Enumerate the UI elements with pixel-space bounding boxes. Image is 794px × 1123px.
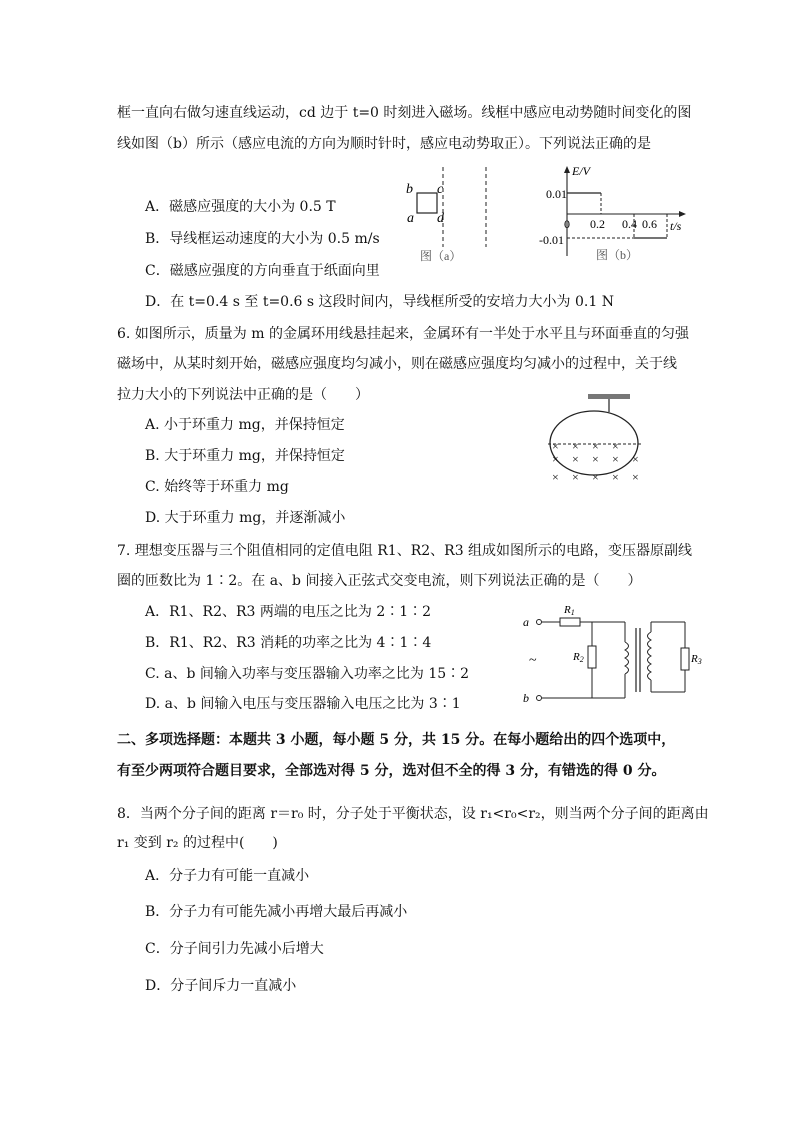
- field-cross: ×: [572, 452, 579, 466]
- field-cross: ×: [552, 452, 559, 466]
- q7-option-a: A．R1、R2、R3 两端的电压之比为 2∶1∶2: [145, 604, 432, 620]
- field-cross: ×: [632, 452, 639, 466]
- x-axis-arrow: [679, 211, 686, 217]
- resistor-r3: [681, 648, 689, 670]
- figure-b-caption: 图（b）: [596, 248, 639, 262]
- resistor-r2: [588, 646, 596, 668]
- frame-label-a: a: [407, 211, 414, 226]
- q5-option-b: B．导线框运动速度的大小为 0.5 m/s: [145, 231, 380, 247]
- y-tick-neg0.01: -0.01: [539, 233, 564, 247]
- q8-option-b: B．分子力有可能先减小再增大最后再减小: [145, 904, 408, 920]
- terminal-a: [537, 620, 542, 625]
- figure-a-caption: 图（a）: [420, 249, 462, 263]
- q7-stem-line-1: 7. 理想变压器与三个阻值相同的定值电阻 R1、R2、R3 组成如图所示的电路，变压器原副线: [117, 543, 693, 559]
- q6-option-b: B. 大于环重力 mg，并保持恒定: [145, 448, 345, 464]
- x-tick-0.4: 0.4: [622, 217, 637, 231]
- ceiling-support: [588, 394, 630, 399]
- field-cross: ×: [612, 452, 619, 466]
- field-cross: ×: [592, 439, 599, 453]
- q7-stem-line-2: 圈的匝数比为 1∶2。在 a、b 间接入正弦式交变电流，则下列说法正确的是（ ）: [117, 573, 642, 589]
- q6-figure-ring: [540, 388, 650, 488]
- terminal-a-label: a: [523, 615, 529, 629]
- secondary-coil: [648, 632, 652, 680]
- x-tick-0: 0: [564, 217, 570, 231]
- field-cross: ×: [632, 470, 639, 484]
- q5-option-a: A．磁感应强度的大小为 0.5 T: [145, 199, 336, 215]
- frame-label-d: d: [437, 211, 444, 226]
- x-tick-0.6: 0.6: [642, 217, 657, 231]
- q5-figure-b: [530, 162, 695, 267]
- terminal-b-label: b: [523, 691, 529, 705]
- q7-figure-circuit: [515, 598, 705, 710]
- field-cross: ×: [552, 470, 559, 484]
- q5-stem-line-1: 框一直向右做匀速直线运动，cd 边于 t=0 时刻进入磁场。线框中感应电动势随时间变化的图: [117, 105, 692, 121]
- q8-stem-line-2: r₁ 变到 r₂ 的过程中( ): [117, 835, 278, 851]
- field-cross: ×: [612, 439, 619, 453]
- q6-option-c: C. 始终等于环重力 mg: [145, 479, 289, 495]
- terminal-b: [537, 696, 542, 701]
- q7-option-b: B．R1、R2、R3 消耗的功率之比为 4∶1∶4: [145, 635, 432, 651]
- frame-label-b: b: [406, 182, 413, 197]
- q6-option-a: A. 小于环重力 mg，并保持恒定: [145, 417, 345, 433]
- y-tick-0.01: 0.01: [546, 187, 567, 201]
- q5-option-d: D．在 t=0.4 s 至 t=0.6 s 这段时间内，导线框所受的安培力大小为 0.1 N: [145, 294, 614, 310]
- primary-coil: [625, 642, 629, 674]
- x-tick-0.2: 0.2: [590, 217, 605, 231]
- x-axis-label: t/s: [670, 219, 682, 233]
- section-2-instructions-line-1: 二、多项选择题：本题共 3 小题，每小题 5 分，共 15 分。在每小题给出的四个选项中，: [117, 732, 676, 748]
- r3-label: R3: [691, 653, 702, 666]
- q6-option-d: D. 大于环重力 mg，并逐渐减小: [145, 510, 346, 526]
- magnetic-field-crosses: [552, 439, 639, 484]
- q6-stem-line-2: 磁场中，从某时刻开始，磁感应强度均匀减小，则在磁感应强度均匀减小的过程中，关于线: [117, 356, 677, 372]
- field-cross: ×: [612, 470, 619, 484]
- frame-label-c: c: [437, 182, 444, 197]
- field-cross: ×: [552, 439, 559, 453]
- q7-option-d: D. a、b 间输入电压与变压器输入电压之比为 3∶1: [145, 696, 461, 712]
- q8-stem-line-1: 8．当两个分子间的距离 r＝r₀ 时，分子处于平衡状态，设 r₁<r₀<r₂，则当两个分子间的距离由: [117, 806, 709, 822]
- section-2-instructions-line-2: 有至少两项符合题目要求，全部选对得 5 分，选对但不全的得 3 分，有错选的得 0 分。: [117, 763, 666, 779]
- r2-label: R2: [573, 651, 584, 664]
- q5-option-c: C．磁感应强度的方向垂直于纸面向里: [145, 263, 380, 279]
- ac-source-symbol: ~: [529, 653, 537, 668]
- q6-stem-line-3: 拉力大小的下列说法中正确的是（ ）: [117, 387, 369, 403]
- field-cross: ×: [592, 452, 599, 466]
- q8-option-d: D．分子间斥力一直减小: [145, 978, 297, 994]
- resistor-r1: [560, 618, 580, 626]
- q5-stem-line-2: 线如图（b）所示（感应电流的方向为顺时针时，感应电动势取正）。下列说法正确的是: [117, 136, 651, 152]
- field-cross: ×: [592, 470, 599, 484]
- r1-label: R1: [564, 604, 575, 617]
- y-axis-arrow: [564, 166, 570, 173]
- y-axis-label: E/V: [572, 164, 590, 178]
- wire-frame: [417, 193, 437, 213]
- q8-option-a: A．分子力有可能一直减小: [145, 868, 310, 884]
- field-cross: ×: [572, 470, 579, 484]
- q5-figure-a: [400, 165, 500, 265]
- q8-option-c: C．分子间引力先减小后增大: [145, 941, 324, 957]
- q7-option-c: C. a、b 间输入功率与变压器输入功率之比为 15∶2: [145, 666, 470, 682]
- field-cross: ×: [572, 439, 579, 453]
- q6-stem-line-1: 6. 如图所示，质量为 m 的金属环用线悬挂起来，金属环有一半处于水平且与环面垂直的匀强: [117, 326, 689, 342]
